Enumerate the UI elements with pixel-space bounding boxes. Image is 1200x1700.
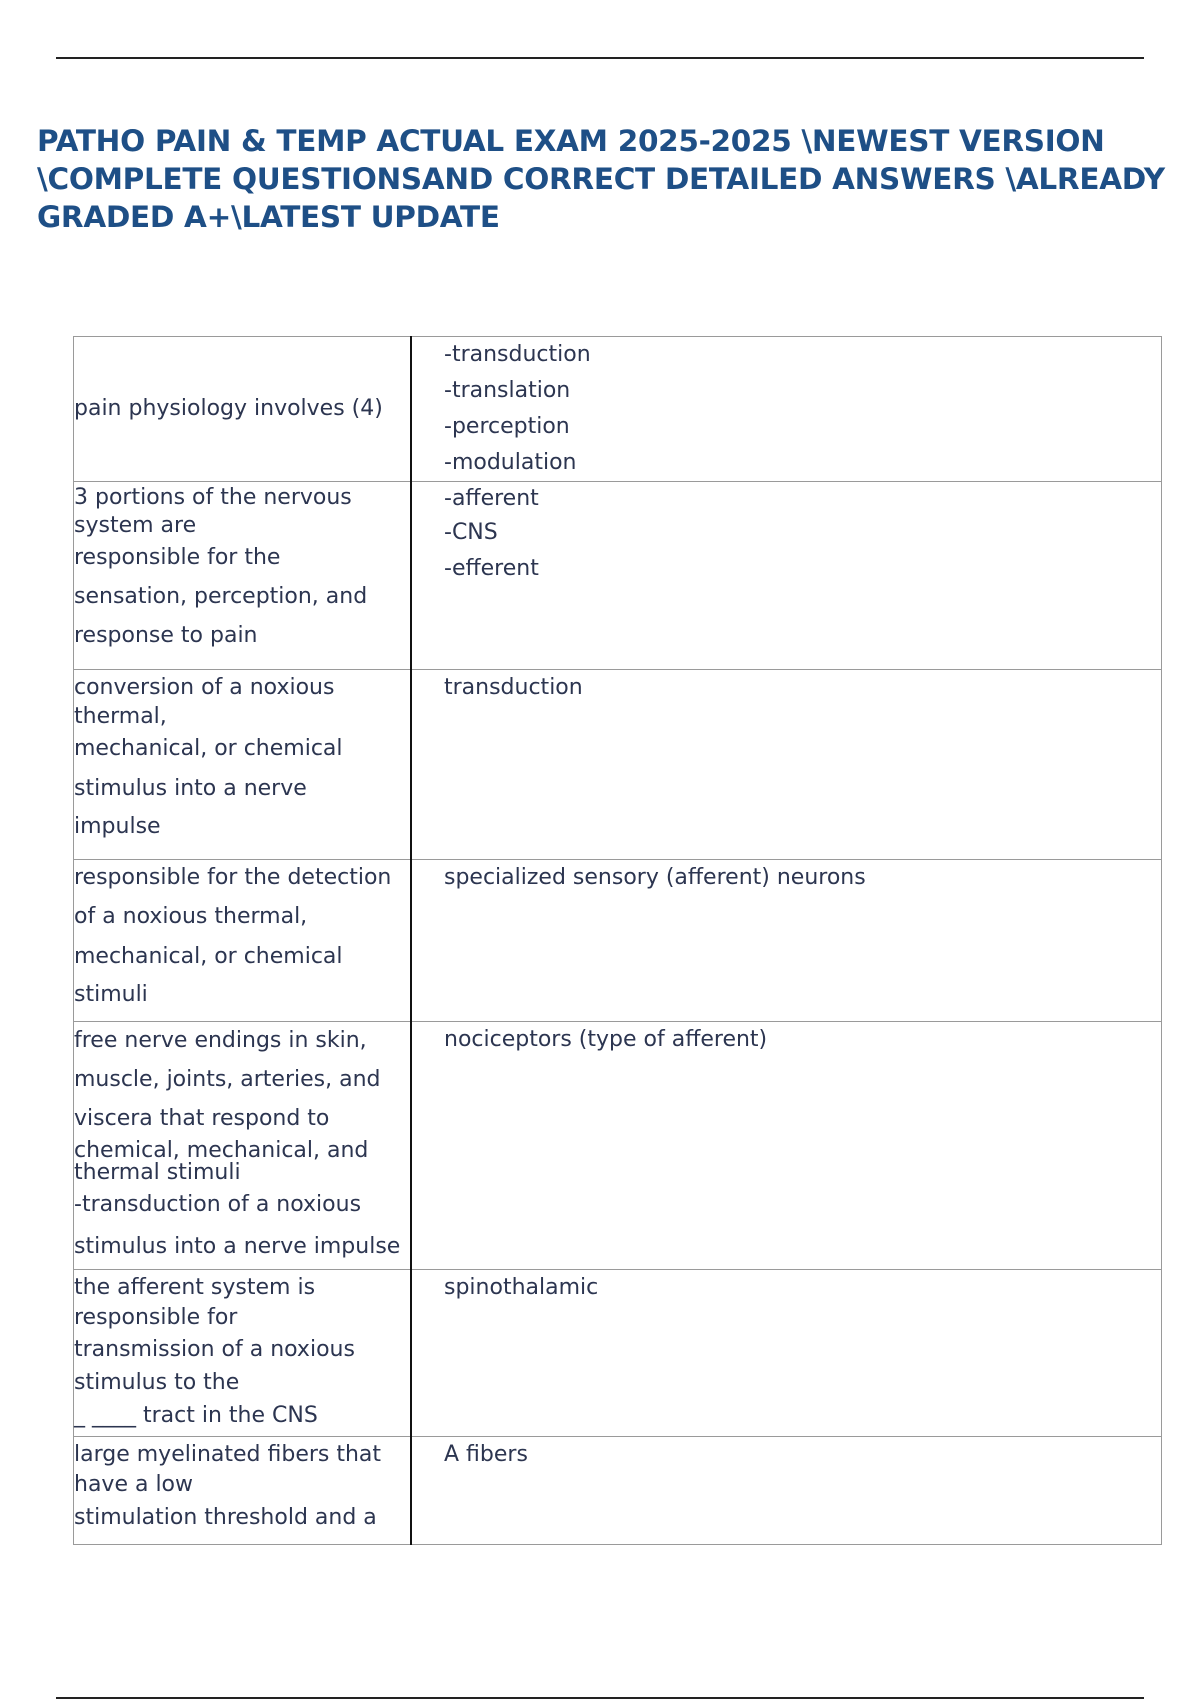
question-cell	[74, 670, 412, 860]
question-line: pain physiology involves (4)	[74, 396, 383, 421]
question-line: stimulus into a nerve	[74, 776, 307, 801]
table-row	[74, 482, 1162, 670]
question-line: thermal,	[74, 704, 167, 729]
document-title: PATHO PAIN & TEMP ACTUAL EXAM 2025-2025 \NEWEST VERSION \COMPLETE QUESTIONSAND CORRECT DETAILED ANSWERS \ALREADY GRADED A+\LATEST UPDATE	[37, 124, 1165, 234]
answer-line: -modulation	[444, 450, 577, 475]
answer-line: -transduction	[444, 342, 591, 367]
question-line: 3 portions of the nervous	[74, 485, 352, 510]
answer-cell	[411, 860, 1162, 1022]
question-cell	[74, 482, 412, 670]
answer-line: specialized sensory (afferent) neurons	[444, 865, 866, 890]
answer-cell	[411, 670, 1162, 860]
qa-table	[73, 336, 1162, 1545]
question-line: viscera that respond to	[74, 1106, 330, 1131]
question-line: responsible for	[74, 1305, 238, 1330]
question-cell	[74, 1437, 412, 1545]
answer-line: -CNS	[444, 520, 498, 545]
answer-line: nociceptors (type of afferent)	[444, 1027, 768, 1052]
question-cell	[74, 337, 412, 482]
question-line: impulse	[74, 814, 161, 839]
table-row	[74, 860, 1162, 1022]
answer-line: -afferent	[444, 486, 539, 511]
header-rule	[56, 57, 1144, 59]
question-cell	[74, 1022, 412, 1270]
question-line: have a low	[74, 1472, 194, 1497]
question-line: large myelinated fibers that	[74, 1442, 382, 1467]
answer-line: -translation	[444, 378, 571, 403]
question-line: free nerve endings in skin,	[74, 1028, 367, 1053]
answer-cell	[411, 337, 1162, 482]
question-line: -transduction of a noxious	[74, 1192, 362, 1217]
question-line: responsible for the detection	[74, 865, 392, 890]
question-line: of a noxious thermal,	[74, 904, 308, 929]
answer-line: transduction	[444, 675, 583, 700]
question-line: sensation, perception, and	[74, 584, 368, 609]
question-line: transmission of a noxious	[74, 1337, 355, 1362]
table-row	[74, 1022, 1162, 1270]
answer-cell	[411, 1437, 1162, 1545]
question-line: stimulus to the	[74, 1370, 240, 1395]
answer-cell	[411, 1022, 1162, 1270]
question-line: stimulus into a nerve impulse	[74, 1234, 401, 1259]
question-line: mechanical, or chemical	[74, 944, 343, 969]
question-line: responsible for the	[74, 545, 281, 570]
answer-line: A fibers	[444, 1442, 528, 1467]
table-row	[74, 670, 1162, 860]
footer-rule	[56, 1697, 1144, 1699]
question-line: mechanical, or chemical	[74, 736, 343, 761]
question-cell	[74, 1270, 412, 1437]
question-line: stimuli	[74, 982, 148, 1007]
question-line: chemical, mechanical, and	[74, 1138, 369, 1163]
question-line: thermal stimuli	[74, 1160, 241, 1185]
question-line: muscle, joints, arteries, and	[74, 1067, 381, 1092]
answer-line: -perception	[444, 414, 570, 439]
answer-line: spinothalamic	[444, 1275, 599, 1300]
answer-cell	[411, 1270, 1162, 1437]
answer-cell	[411, 482, 1162, 670]
question-cell	[74, 860, 412, 1022]
question-line: response to pain	[74, 623, 258, 648]
question-line: conversion of a noxious	[74, 675, 335, 700]
question-line: the afferent system is	[74, 1275, 316, 1300]
question-line: system are	[74, 513, 197, 538]
answer-line: -efferent	[444, 556, 539, 581]
table-row	[74, 1437, 1162, 1545]
question-line: stimulation threshold and a	[74, 1505, 377, 1530]
table-row	[74, 1270, 1162, 1437]
question-line: _ ____ tract in the CNS	[74, 1403, 318, 1428]
table-row	[74, 337, 1162, 482]
